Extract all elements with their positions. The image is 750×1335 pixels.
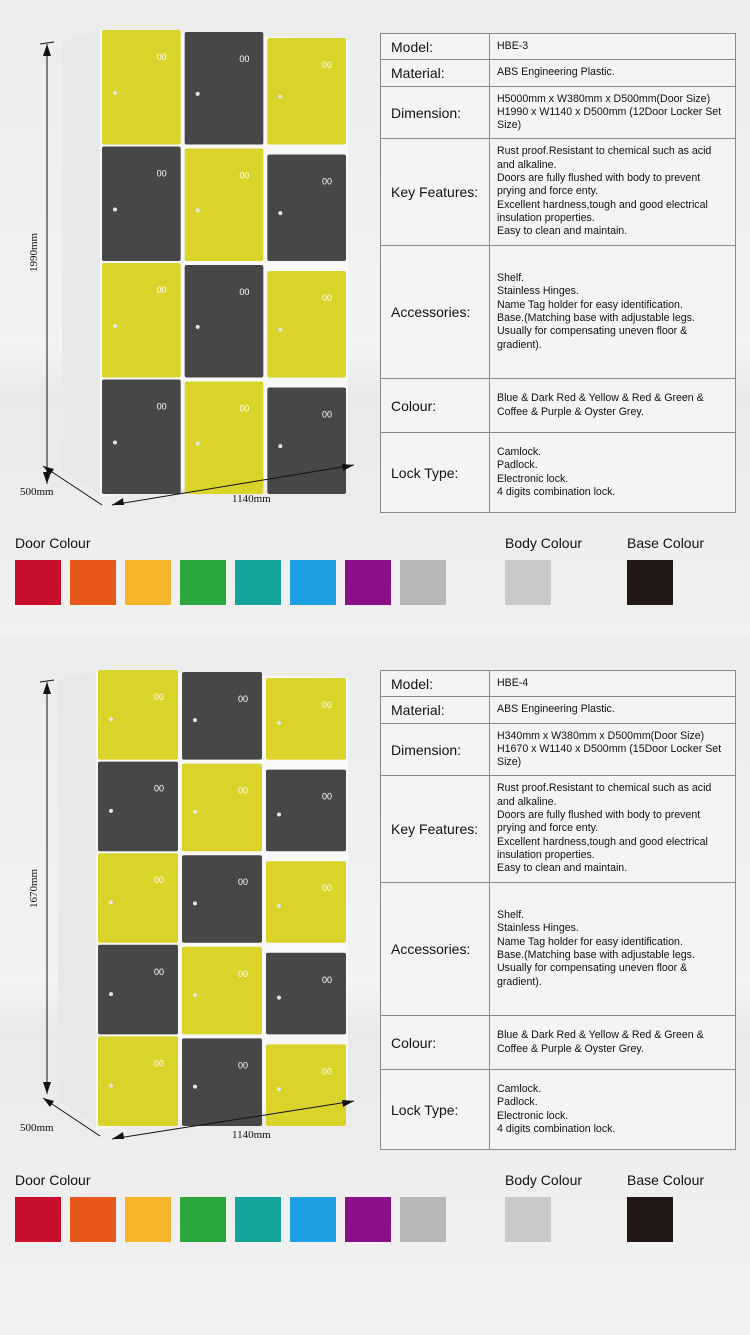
door-number-label: 00 <box>156 168 167 179</box>
door-number-label: 00 <box>238 1060 249 1071</box>
spec-row-colour <box>381 1016 736 1070</box>
spec-table <box>380 33 736 513</box>
door-grid <box>98 670 346 1126</box>
body-colour-swatch <box>505 1197 551 1242</box>
door-colour-swatch <box>235 560 281 605</box>
body-colour-swatch <box>505 560 551 605</box>
door-number-label: 00 <box>239 54 250 64</box>
door-number-label: 00 <box>238 968 249 979</box>
spec-key: Material: <box>381 697 490 724</box>
locker-side-panel <box>62 30 102 495</box>
door-lock-icon <box>193 993 197 997</box>
door-lock-icon <box>277 1087 281 1091</box>
spec-row-model <box>381 671 736 697</box>
door-colour-swatch <box>400 1197 446 1242</box>
tick-line <box>40 42 54 44</box>
product-section-2 <box>0 636 750 1272</box>
arrow-head-icon <box>112 1132 124 1139</box>
door-colour-swatch <box>125 1197 171 1242</box>
door-number-label: 00 <box>322 791 333 802</box>
door-lock-icon <box>113 91 117 95</box>
spec-table <box>380 670 736 1150</box>
spec-value: HBE-3 <box>490 34 736 60</box>
locker-door <box>266 1044 346 1126</box>
door-colour-swatch <box>70 1197 116 1242</box>
locker-door <box>267 38 346 145</box>
spec-value: HBE-4 <box>490 671 736 697</box>
locker-door <box>98 853 178 943</box>
spec-value: ABS Engineering Plastic. <box>490 697 736 724</box>
locker-door <box>182 947 262 1035</box>
locker-drawing <box>0 0 375 520</box>
spec-row-material <box>381 697 736 724</box>
spec-row-accessories <box>381 246 736 379</box>
base-colour-swatch <box>627 1197 673 1242</box>
door-lock-icon <box>109 717 113 721</box>
door-number-label: 00 <box>322 409 333 420</box>
locker-door <box>266 770 346 852</box>
spec-row-dimension <box>381 724 736 776</box>
door-colour-swatch <box>400 560 446 605</box>
locker-door <box>102 30 181 145</box>
height-label: 1670mm <box>28 868 40 908</box>
door-lock-icon <box>109 1084 113 1088</box>
locker-drawing <box>0 636 375 1156</box>
door-number-label: 00 <box>239 403 250 414</box>
locker-door <box>102 263 181 378</box>
door-number-label: 00 <box>322 293 333 303</box>
locker-door <box>102 380 181 495</box>
door-number-label: 00 <box>322 883 333 894</box>
door-lock-icon <box>109 992 113 996</box>
tick-line <box>40 680 54 682</box>
door-number-label: 00 <box>239 287 250 297</box>
arrow-head-icon <box>43 1082 51 1094</box>
body-colour-title: Body Colour <box>505 535 583 551</box>
depth-label: 500mm <box>20 486 54 498</box>
spec-row-lock-type <box>381 1070 736 1150</box>
door-colour-swatch <box>345 1197 391 1242</box>
door-number-label: 00 <box>156 401 167 412</box>
spec-key: Accessories: <box>381 883 490 1016</box>
locker-door <box>185 32 264 145</box>
door-lock-icon <box>193 718 197 722</box>
door-number-label: 00 <box>238 877 249 888</box>
spec-value: Rust proof.Resistant to chemical such as acid and alkaline. Doors are fully flushed with body to prevent prying and force enty. Excellent hardness,tough and good electrical insulation properties. Easy to clean and maintain. <box>490 139 736 246</box>
locker-door <box>185 265 264 378</box>
door-colour-swatch <box>180 560 226 605</box>
depth-label: 500mm <box>20 1122 54 1134</box>
locker-side-panel <box>58 670 98 1127</box>
door-number-label: 00 <box>238 694 249 704</box>
spec-row-colour <box>381 379 736 433</box>
spec-row-dimension <box>381 87 736 139</box>
locker-door <box>182 672 262 760</box>
spec-key: Lock Type: <box>381 433 490 513</box>
door-lock-icon <box>113 324 117 328</box>
door-lock-icon <box>109 809 113 813</box>
door-number-label: 00 <box>154 783 165 794</box>
spec-value: Shelf. Stainless Hinges. Name Tag holder for easy identification. Base.(Matching base with adjustable legs. Usually for compensating uneven floor & gradient). <box>490 883 736 1016</box>
door-number-label: 00 <box>154 966 165 977</box>
spec-key: Lock Type: <box>381 1070 490 1150</box>
width-label: 1140mm <box>232 1129 271 1141</box>
door-lock-icon <box>113 207 117 211</box>
locker-door <box>185 382 264 495</box>
locker-illustration <box>0 636 375 1156</box>
spec-value: Blue & Dark Red & Yellow & Red & Green & Coffee & Purple & Oyster Grey. <box>490 1016 736 1070</box>
door-lock-icon <box>278 444 282 448</box>
door-lock-icon <box>196 325 200 329</box>
locker-door <box>98 762 178 852</box>
door-lock-icon <box>193 810 197 814</box>
locker-door <box>185 149 264 262</box>
door-lock-icon <box>277 812 281 816</box>
locker-door <box>267 155 346 262</box>
locker-door <box>266 678 346 760</box>
door-number-label: 00 <box>322 60 333 70</box>
arrow-head-icon <box>43 682 51 694</box>
height-label: 1990mm <box>28 232 40 272</box>
locker-door <box>182 764 262 852</box>
locker-door <box>98 945 178 1035</box>
locker-door <box>267 388 346 495</box>
arrow-head-icon <box>112 498 124 505</box>
spec-value: ABS Engineering Plastic. <box>490 60 736 87</box>
door-number-label: 00 <box>322 974 333 985</box>
locker-door <box>267 271 346 378</box>
door-lock-icon <box>277 904 281 908</box>
arrow-head-icon <box>342 1100 354 1107</box>
door-lock-icon <box>109 900 113 904</box>
spec-value: Rust proof.Resistant to chemical such as acid and alkaline. Doors are fully flushed with body to prevent prying and force enty. Excellent hardness,tough and good electrical insulation properties. Easy to clean and maintain. <box>490 776 736 883</box>
door-number-label: 00 <box>154 692 165 702</box>
spec-key: Dimension: <box>381 724 490 776</box>
spec-value: H5000mm x W380mm x D500mm(Door Size) H1990 x W1140 x D500mm (12Door Locker Set Size) <box>490 87 736 139</box>
spec-row-lock-type <box>381 433 736 513</box>
arrow-head-icon <box>43 1098 54 1107</box>
spec-row-key-features <box>381 776 736 883</box>
width-label: 1140mm <box>232 493 271 505</box>
door-lock-icon <box>113 440 117 444</box>
door-lock-icon <box>193 1085 197 1089</box>
door-colour-swatch <box>70 560 116 605</box>
spec-row-material <box>381 60 736 87</box>
spec-key: Key Features: <box>381 139 490 246</box>
door-number-label: 00 <box>239 170 250 181</box>
spec-key: Accessories: <box>381 246 490 379</box>
spec-value: Blue & Dark Red & Yellow & Red & Green & Coffee & Purple & Oyster Grey. <box>490 379 736 433</box>
door-lock-icon <box>278 211 282 215</box>
door-number-label: 00 <box>156 52 167 62</box>
door-colour-swatch <box>290 560 336 605</box>
door-colour-swatch <box>180 1197 226 1242</box>
locker-door <box>98 670 178 760</box>
spec-value: H340mm x W380mm x D500mm(Door Size) H1670 x W1140 x D500mm (15Door Locker Set Size) <box>490 724 736 776</box>
spec-value: Camlock. Padlock. Electronic lock. 4 digits combination lock. <box>490 433 736 513</box>
body-colour-title: Body Colour <box>505 1172 583 1188</box>
spec-value: Camlock. Padlock. Electronic lock. 4 digits combination lock. <box>490 1070 736 1150</box>
door-colour-swatch <box>345 560 391 605</box>
spec-key: Dimension: <box>381 87 490 139</box>
door-lock-icon <box>277 996 281 1000</box>
locker-door <box>182 855 262 943</box>
spec-row-key-features <box>381 139 736 246</box>
door-colour-swatch <box>15 560 61 605</box>
product-section-1 <box>0 0 750 636</box>
door-lock-icon <box>278 95 282 99</box>
door-number-label: 00 <box>156 285 167 295</box>
door-lock-icon <box>277 721 281 725</box>
locker-door <box>102 147 181 262</box>
spec-key: Model: <box>381 671 490 697</box>
door-lock-icon <box>278 328 282 332</box>
locker-illustration <box>0 0 375 520</box>
door-lock-icon <box>196 92 200 96</box>
spec-key: Model: <box>381 34 490 60</box>
locker-door <box>98 1036 178 1126</box>
door-lock-icon <box>193 901 197 905</box>
door-colour-swatch <box>15 1197 61 1242</box>
door-number-label: 00 <box>322 176 333 187</box>
locker-door <box>266 861 346 943</box>
spec-value: Shelf. Stainless Hinges. Name Tag holder for easy identification. Base.(Matching base with adjustable legs. Usually for compensating uneven floor & gradient). <box>490 246 736 379</box>
door-number-label: 00 <box>322 700 333 710</box>
door-number-label: 00 <box>322 1066 333 1077</box>
spec-row-accessories <box>381 883 736 1016</box>
door-number-label: 00 <box>238 785 249 796</box>
door-number-label: 00 <box>154 1058 165 1069</box>
locker-door <box>266 953 346 1035</box>
door-colour-swatch <box>125 560 171 605</box>
base-colour-title: Base Colour <box>627 535 705 551</box>
door-colour-title: Door Colour <box>15 1172 91 1188</box>
spec-key: Key Features: <box>381 776 490 883</box>
door-colour-swatch <box>290 1197 336 1242</box>
base-colour-swatch <box>627 560 673 605</box>
arrow-head-icon <box>43 44 51 56</box>
door-lock-icon <box>196 208 200 212</box>
door-colour-title: Door Colour <box>15 535 91 551</box>
locker-door <box>182 1038 262 1126</box>
spec-key: Colour: <box>381 379 490 433</box>
door-colour-swatch <box>235 1197 281 1242</box>
spec-key: Colour: <box>381 1016 490 1070</box>
door-lock-icon <box>196 441 200 445</box>
spec-key: Material: <box>381 60 490 87</box>
door-number-label: 00 <box>154 875 165 886</box>
spec-row-model <box>381 34 736 60</box>
base-colour-title: Base Colour <box>627 1172 705 1188</box>
